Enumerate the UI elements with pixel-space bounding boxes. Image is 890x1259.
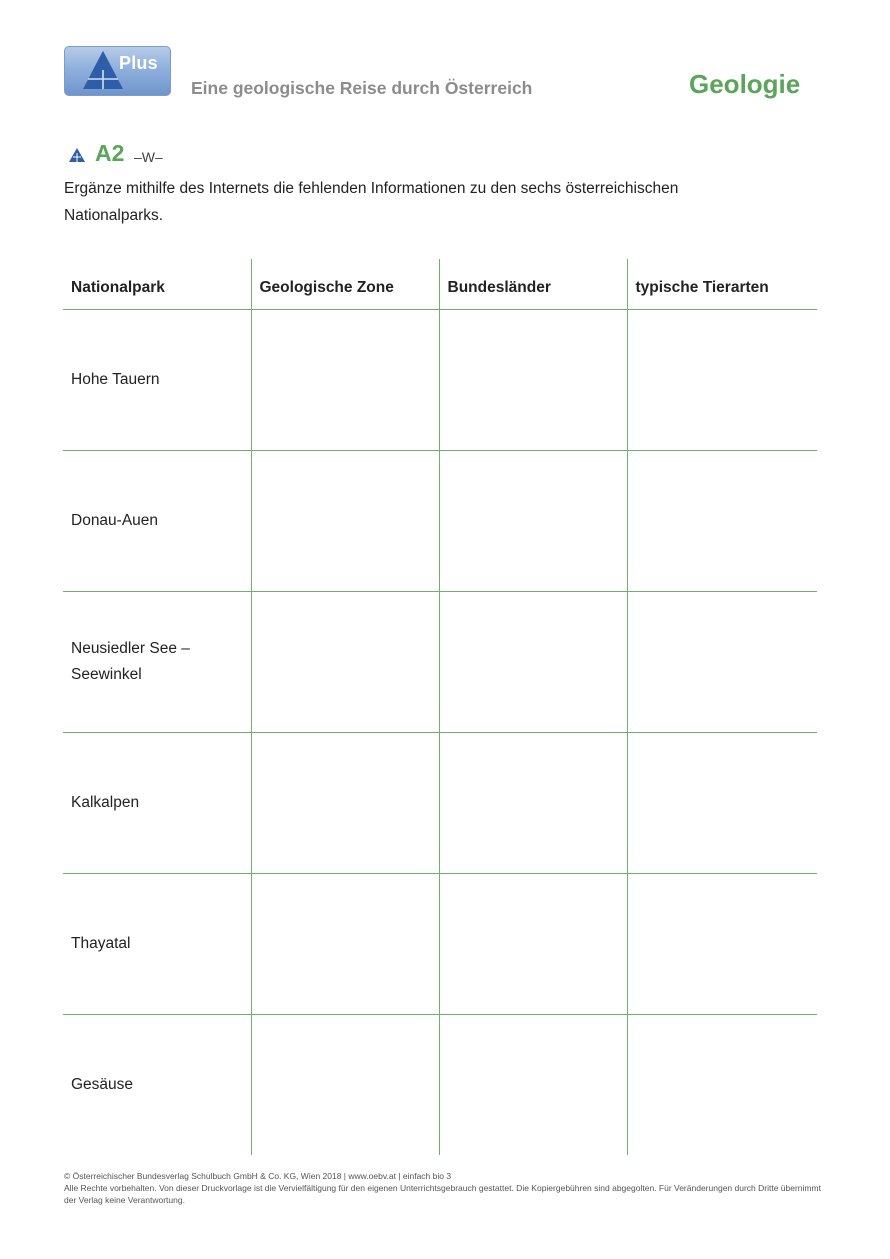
table-row: [63, 733, 817, 874]
plus-logo: [64, 46, 171, 96]
bundeslaender-answer-cell[interactable]: [439, 451, 627, 592]
tierarten-answer-cell[interactable]: [627, 592, 817, 733]
nationalpark-name: Gesäuse: [71, 1076, 134, 1093]
nationalpark-name: Kalkalpen: [63, 733, 251, 874]
column-header: Bundesländer: [439, 259, 627, 310]
zone-answer-cell[interactable]: [251, 874, 439, 1015]
tierarten-answer-cell[interactable]: [627, 1015, 817, 1156]
nationalpark-table: [63, 259, 817, 1155]
table-header-row: [63, 259, 817, 310]
copyright-footer: [64, 1170, 824, 1206]
subject-title: Geologie: [689, 69, 801, 99]
zone-answer-cell[interactable]: [251, 733, 439, 874]
zone-answer-cell[interactable]: [251, 310, 439, 451]
bundeslaender-answer-cell[interactable]: [439, 310, 627, 451]
bundeslaender-answer-cell[interactable]: [439, 1015, 627, 1156]
tierarten-answer-cell[interactable]: [627, 451, 817, 592]
nationalpark-name: Thayatal: [63, 874, 251, 1015]
zone-answer-cell[interactable]: [251, 592, 439, 733]
tierarten-answer-cell[interactable]: [627, 310, 817, 451]
table-row: [63, 874, 817, 1015]
table-row: [63, 1015, 817, 1156]
zone-answer-cell[interactable]: [251, 451, 439, 592]
bundeslaender-answer-cell[interactable]: [439, 874, 627, 1015]
task-number: A2: [95, 140, 125, 166]
nationalpark-name: Donau-Auen: [63, 451, 251, 592]
task-level: –W–: [134, 149, 163, 165]
nationalpark-name: Neusiedler See – Seewinkel: [63, 592, 251, 733]
table-row: [63, 310, 817, 451]
table-row: [63, 451, 817, 592]
zone-answer-cell[interactable]: [251, 1015, 439, 1156]
task-instruction: Ergänze mithilfe des Internets die fehlenden Informationen zu den sechs österreichischen Nationalparks.: [64, 180, 679, 224]
nationalpark-name: Hohe Tauern: [63, 310, 251, 451]
tierarten-answer-cell[interactable]: [627, 733, 817, 874]
logo-label: Plus: [119, 53, 158, 73]
column-header: typische Tierarten: [627, 259, 817, 310]
triangle-task-icon: [68, 147, 86, 163]
footer-line-2: Alle Rechte vorbehalten. Von dieser Druckvorlage ist die Vervielfältigung für den eigenen Unterrichtsgebrauch gestattet. Die Kopiergebühren sind abgegolten. Für Veränderungen durch Dritte übernimmt der Verlag keine Verantwortung.: [64, 1183, 821, 1205]
footer-line-1: © Österreichischer Bundesverlag Schulbuch GmbH & Co. KG, Wien 2018 | www.oebv.at | einfach bio 3: [64, 1171, 452, 1181]
tierarten-answer-cell[interactable]: [627, 874, 817, 1015]
bundeslaender-answer-cell[interactable]: [439, 733, 627, 874]
table-row: [63, 592, 817, 733]
column-header: Nationalpark: [63, 259, 251, 310]
bundeslaender-answer-cell[interactable]: [439, 592, 627, 733]
chapter-subtitle: Eine geologische Reise durch Österreich: [191, 78, 533, 98]
column-header: Geologische Zone: [251, 259, 439, 310]
